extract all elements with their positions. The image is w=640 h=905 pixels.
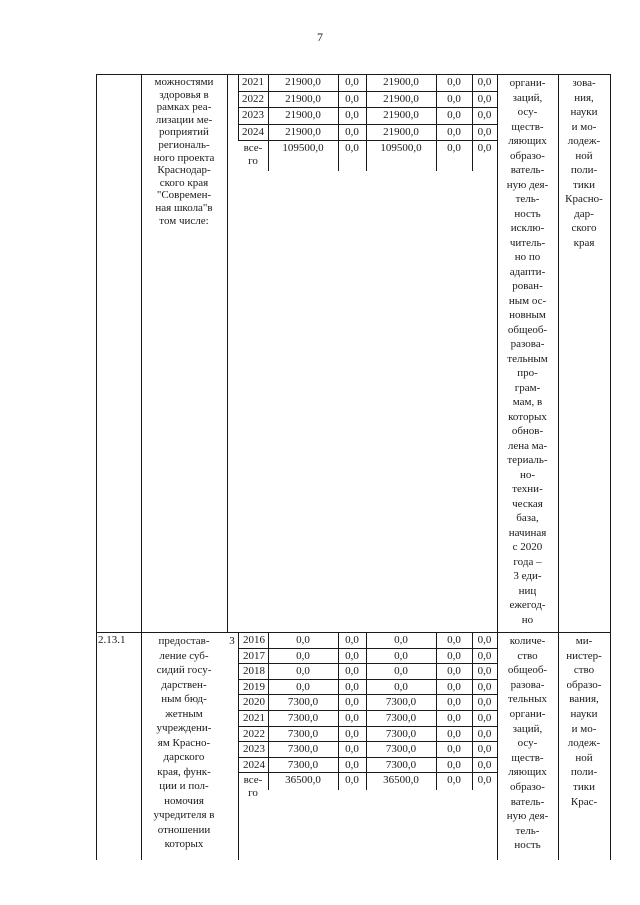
value-cell-fed: 0,0 bbox=[345, 76, 359, 88]
year-cell: 2021 bbox=[243, 712, 265, 724]
value-cell-total: 21900,0 bbox=[285, 76, 321, 88]
value-cell-ext: 0,0 bbox=[477, 125, 492, 138]
sum-kr: 109500,0 bbox=[380, 142, 422, 154]
value-cell-total: 21900,0 bbox=[285, 125, 321, 138]
value-cell-loc: 0,0 bbox=[447, 743, 461, 756]
block2-executor: ми- нистер- ство образо- вания, науки и мо- лодеж- ной поли- тики Крас- bbox=[566, 635, 602, 808]
sum-loc: 0,0 bbox=[447, 142, 461, 154]
value-cell-total: 7300,0 bbox=[287, 696, 319, 709]
value-cell-total: 7300,0 bbox=[287, 712, 319, 724]
value-cell-fed: 0,0 bbox=[345, 696, 359, 709]
value-cell-loc: 0,0 bbox=[447, 665, 461, 678]
value-cell-kr: 0,0 bbox=[394, 634, 408, 646]
value-cell-loc: 0,0 bbox=[447, 696, 461, 709]
table-rule bbox=[141, 632, 142, 860]
year-cell: 2021 bbox=[242, 76, 264, 88]
value-cell-ext: 0,0 bbox=[477, 680, 492, 693]
value-cell-total: 21900,0 bbox=[285, 109, 321, 121]
value-cell-kr: 7300,0 bbox=[385, 696, 417, 709]
year-cell: 2024 bbox=[242, 125, 264, 138]
value-cell-fed: 0,0 bbox=[345, 665, 359, 678]
value-cell-kr: 21900,0 bbox=[383, 92, 419, 105]
sum-loc: 0,0 bbox=[447, 774, 461, 787]
value-cell-fed: 0,0 bbox=[345, 743, 359, 756]
sum-label: все- го bbox=[243, 774, 263, 800]
value-cell-kr: 21900,0 bbox=[383, 109, 419, 121]
value-cell-loc: 0,0 bbox=[447, 758, 461, 771]
value-cell-total: 0,0 bbox=[296, 634, 310, 646]
value-cell-kr: 0,0 bbox=[394, 649, 408, 662]
value-cell-loc: 0,0 bbox=[447, 680, 461, 693]
table-rule bbox=[472, 632, 473, 790]
value-cell-kr: 7300,0 bbox=[385, 758, 417, 771]
table-rule bbox=[338, 632, 339, 790]
value-cell-loc: 0,0 bbox=[447, 92, 461, 105]
sum-ext: 0,0 bbox=[477, 142, 492, 154]
value-cell-fed: 0,0 bbox=[345, 649, 359, 662]
sum-ext: 0,0 bbox=[477, 774, 492, 787]
value-cell-ext: 0,0 bbox=[477, 649, 492, 662]
table-rule bbox=[227, 74, 228, 632]
block1-description: можностями здоровья в рамках реа- лизации ме- роприятий региональ- ного проекта Краснодар- ского края "Современ- ная школа"в том числе: bbox=[153, 76, 215, 227]
value-cell-kr: 21900,0 bbox=[383, 76, 419, 88]
value-cell-fed: 0,0 bbox=[345, 634, 359, 646]
sum-kr: 36500,0 bbox=[383, 774, 419, 787]
table-rule bbox=[436, 632, 437, 790]
year-cell: 2016 bbox=[243, 634, 265, 646]
sum-fed: 0,0 bbox=[345, 142, 359, 154]
table-rule bbox=[96, 632, 97, 860]
year-cell: 2018 bbox=[243, 665, 265, 678]
table-rule bbox=[238, 632, 239, 860]
value-cell-ext: 0,0 bbox=[477, 696, 492, 709]
value-cell-ext: 0,0 bbox=[477, 92, 492, 105]
value-cell-ext: 0,0 bbox=[477, 712, 492, 724]
term-cell: 3 bbox=[229, 635, 235, 647]
sum-label: все- го bbox=[243, 142, 263, 167]
table-rule bbox=[238, 74, 239, 140]
value-cell-fed: 0,0 bbox=[345, 680, 359, 693]
table-rule bbox=[610, 632, 611, 860]
sum-fed: 0,0 bbox=[345, 774, 359, 787]
table-rule bbox=[610, 74, 611, 632]
value-cell-total: 0,0 bbox=[296, 649, 310, 662]
year-cell: 2019 bbox=[243, 680, 265, 693]
item-code: 2.13.1 bbox=[98, 634, 126, 646]
value-cell-ext: 0,0 bbox=[477, 665, 492, 678]
value-cell-total: 21900,0 bbox=[285, 92, 321, 105]
value-cell-total: 7300,0 bbox=[287, 758, 319, 771]
page-number: 7 bbox=[317, 30, 323, 44]
value-cell-total: 7300,0 bbox=[287, 727, 319, 740]
value-cell-fed: 0,0 bbox=[345, 109, 359, 121]
value-cell-ext: 0,0 bbox=[477, 76, 492, 88]
year-cell: 2024 bbox=[243, 758, 265, 771]
table-rule bbox=[497, 74, 498, 632]
block1-executor: зова- ния, науки и мо- лодеж- ной поли- тики Красно- дар- ского края bbox=[565, 77, 603, 249]
value-cell-fed: 0,0 bbox=[345, 758, 359, 771]
value-cell-ext: 0,0 bbox=[477, 727, 492, 740]
block2-description: предостав- ление суб- сидий госу- дарствен- ным бюд- жетным учреждени- ям Красно- дарского края, функ- ции и пол- номочия учредителя в отношении которых bbox=[153, 635, 215, 850]
value-cell-fed: 0,0 bbox=[345, 712, 359, 724]
table-rule bbox=[96, 74, 97, 632]
block1-result: органи- заций, осу- ществ- ляющих образо- ватель- ную дея- тель- ность исклю- читель- но по адапти- рован- ным ос- новным общеоб- разова- тельным про- грам- мам, в которых обнов- лена ма- териаль- но- техни- ческая база, начиная с 2020 года – 3 еди- ниц ежегод- но bbox=[506, 77, 549, 626]
value-cell-fed: 0,0 bbox=[345, 727, 359, 740]
value-cell-total: 0,0 bbox=[296, 665, 310, 678]
sum-total: 36500,0 bbox=[285, 774, 321, 787]
value-cell-ext: 0,0 bbox=[477, 634, 492, 646]
value-cell-fed: 0,0 bbox=[345, 92, 359, 105]
sum-total: 109500,0 bbox=[282, 142, 324, 154]
value-cell-total: 7300,0 bbox=[287, 743, 319, 756]
value-cell-kr: 0,0 bbox=[394, 680, 408, 693]
year-cell: 2022 bbox=[243, 727, 265, 740]
value-cell-kr: 7300,0 bbox=[385, 727, 417, 740]
value-cell-loc: 0,0 bbox=[447, 125, 461, 138]
year-cell: 2020 bbox=[243, 696, 265, 709]
value-cell-kr: 0,0 bbox=[394, 665, 408, 678]
year-cell: 2022 bbox=[242, 92, 264, 105]
block2-result: количе- ство общеоб- разова- тельных органи- заций, осу- ществ- ляющих образо- ватель- ную дея- тель- ность bbox=[506, 635, 549, 852]
table-rule bbox=[268, 632, 269, 790]
value-cell-ext: 0,0 bbox=[477, 743, 492, 756]
value-cell-kr: 21900,0 bbox=[383, 125, 419, 138]
value-cell-kr: 7300,0 bbox=[385, 743, 417, 756]
year-cell: 2017 bbox=[243, 649, 265, 662]
value-cell-loc: 0,0 bbox=[447, 76, 461, 88]
year-cell: 2023 bbox=[243, 743, 265, 756]
value-cell-kr: 7300,0 bbox=[385, 712, 417, 724]
value-cell-loc: 0,0 bbox=[447, 109, 461, 121]
year-cell: 2023 bbox=[242, 109, 264, 121]
value-cell-loc: 0,0 bbox=[447, 727, 461, 740]
value-cell-loc: 0,0 bbox=[447, 649, 461, 662]
value-cell-loc: 0,0 bbox=[447, 712, 461, 724]
value-cell-ext: 0,0 bbox=[477, 109, 492, 121]
value-cell-loc: 0,0 bbox=[447, 634, 461, 646]
table-rule bbox=[366, 632, 367, 790]
value-cell-ext: 0,0 bbox=[477, 758, 492, 771]
value-cell-fed: 0,0 bbox=[345, 125, 359, 138]
value-cell-total: 0,0 bbox=[296, 680, 310, 693]
table-rule bbox=[497, 632, 498, 860]
